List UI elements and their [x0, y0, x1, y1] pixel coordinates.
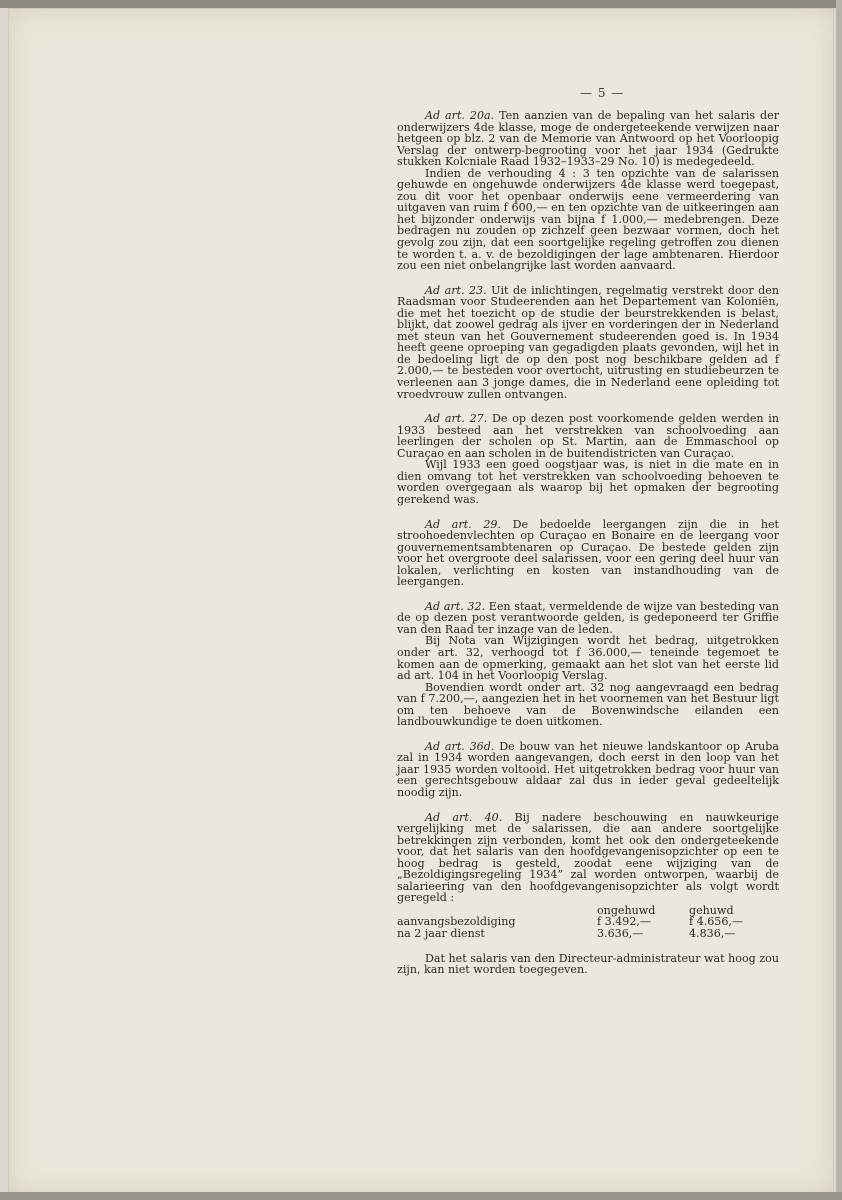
article-reference: Ad art. 36d. [425, 739, 495, 753]
table-cell: 3.636,— [597, 927, 644, 940]
scan-border-right [836, 0, 842, 1200]
paragraph [397, 741, 779, 799]
paragraph-text: Ten aanzien van de bepaling van het salaris der onderwijzers 4de klasse, moge de ondergeteekende verwijzen naar hetgeen op blz. 2 van de Memorie van Antwoord op het Voorloopig Verslag der ontwerp-begrooting voor het jaar 1934 (Gedrukte stukken Kolcniale Raad 1932–1933–29 No. 10) is medegedeeld. [397, 109, 780, 169]
paragraph [397, 519, 779, 588]
document-body [397, 110, 779, 976]
paragraph [397, 601, 779, 636]
paragraph: Wijl 1933 een goed oogstjaar was, is niet in die mate en in dien omvang tot het verstrekken van schoolvoeding behoeven te worden overgegaan als waarop bij het opmaken der begrooting gerekend was. [397, 458, 779, 506]
section-art-32 [397, 601, 779, 728]
article-reference: Ad art. 40. [425, 810, 503, 824]
article-reference: Ad art. 27. [425, 412, 488, 426]
article-reference: Ad art. 20a. [425, 109, 495, 122]
section-art-40 [397, 812, 779, 904]
section-art-29 [397, 519, 779, 588]
paragraph-text: Uit de inlichtingen, regelmatig verstrekt door den Raadsman voor Studeerenden aan het Departement van Koloniën, die met het toezicht op de studie der beurstrekkenden is belast, blijkt, dat zoowel gedrag als ijver en vorderingen der in Nederland met steun van het Gouvernement studeerenden goed is. In 1934 heeft geene oproeping van gegadigden plaats gevonden, wijl het in de bedoeling ligt de op den post nog beschikbare gelden ad f 2.000,— te besteden voor overtocht, uitrusting en studiebeurzen te verleenen aan 3 jonge dames, die in Nederland eene opleiding tot vroedvrouw zullen ontvangen. [397, 283, 779, 401]
paragraph: Bovendien wordt onder art. 32 nog aangevraagd een bedrag van f 7.200,—, aangezien het in het voornemen van het Bestuur ligt om ten behoeve van de Bovenwindsche eilanden een landbouwkundige te doen uitkomen. [397, 680, 779, 729]
closing-paragraph: Dat het salaris van den Directeur-administrateur wat hoog zou zijn, kan niet worden toegegeven. [397, 951, 779, 977]
paragraph-text: De bedoelde leergangen zijn die in het stroohoedenvlechten op Curaçao en Bonaire en de leergang voor gouvernementsambtenaren op Curaçao. De bestede gelden zijn voor het overgroote deel salarissen, voor een gering deel huur van lokalen, verlichting en kosten van instandhouding van de leergangen. [397, 517, 780, 589]
table-cell: aanvangsbezoldiging [397, 915, 516, 929]
table-header-cell: gehuwd [689, 903, 734, 917]
table-cell: f 3.492,— [597, 915, 652, 929]
paragraph-text: Een staat, vermeldende de wijze van besteding van de op dezen post verantwoorde gelden, is gedeponeerd ter Griffie van den Raad ter inzage van de leden. [397, 599, 779, 636]
paragraph [397, 812, 779, 904]
scan-border-top [0, 0, 842, 8]
paragraph: Indien de verhouding 4 : 3 ten opzichte van de salarissen gehuwde en ongehuwde onderwijzers 4de klasse werd toegepast, zou dit voor het openbaar onderwijs eene vermeerdering van uitgaven van ruim f 600,— en ten opzichte van de uitkeeringen aan het bijzonder onderwijs van bijna f 1.000,— medebrengen. Deze bedragen nu zouden op zichzelf geen bezwaar vormen, doch het gevolg zou zijn, dat een soortgelijke regeling getroffen zou dienen te worden t. a. v. de bezoldigingen der lage ambtenaren. Hierdoor zou een niet onbelangrijke last worden aanvaard. [397, 166, 779, 273]
table-cell: na 2 jaar dienst [397, 927, 485, 940]
table-cell: 4.836,— [689, 927, 736, 940]
paragraph-text: De bouw van het nieuwe landskantoor op Aruba zal in 1934 worden aangevangen, doch eerst in den loop van het jaar 1935 worden voltooid. Het uitgetrokken bedrag voor huur van een gerechtsgebouw aldaar zal dus in ieder geval gedeeltelijk noodig zijn. [397, 739, 780, 799]
article-reference: Ad art. 29. [425, 517, 501, 531]
paragraph [397, 110, 779, 168]
paragraph-text: Bij nadere beschouwing en nauwkeurige vergelijking met de salarissen, die aan andere soortgelijke betrekkingen zijn verbonden, komt het ook den ondergeteekende voor, dat het salaris van den hoofdgevangenisopzichter op een te hoog bedrag is gesteld, zoodat eene wijziging van de „Bezoldigingsregeling 1934” zal worden ontworpen, waarbij de salarieering van den hoofdgevangenisopzichter als volgt wordt geregeld : [397, 810, 779, 905]
scan-border-bottom [0, 1192, 842, 1200]
article-reference: Ad art. 23. [425, 283, 487, 297]
page-number: — 5 — [580, 86, 625, 100]
table-row [397, 928, 779, 940]
section-art-23 [397, 285, 779, 400]
section-art-27 [397, 413, 779, 505]
paragraph: Bij Nota van Wijzigingen wordt het bedrag, uitgetrokken onder art. 32, verhoogd tot f 36.000,— teneinde tegemoet te komen aan de opmerking, gemaakt aan het slot van het eerste lid ad art. 104 in het Voorloopig Verslag. [397, 634, 779, 683]
table-header-cell: ongehuwd [597, 903, 656, 917]
section-art-36d [397, 741, 779, 799]
paragraph [397, 285, 779, 400]
paragraph [397, 413, 779, 459]
salary-table [397, 905, 779, 940]
article-reference: Ad art. 32. [425, 599, 486, 613]
section-art-20a [397, 110, 779, 272]
paragraph-text: De op dezen post voorkomende gelden werden in 1933 besteed aan het verstrekken van schoolvoeding aan leerlingen der scholen op St. Martin, aan de Emmaschool op Curaçao en aan scholen in de buitendistricten van Curaçao. [397, 412, 779, 460]
table-cell: f 4.656,— [689, 915, 744, 929]
